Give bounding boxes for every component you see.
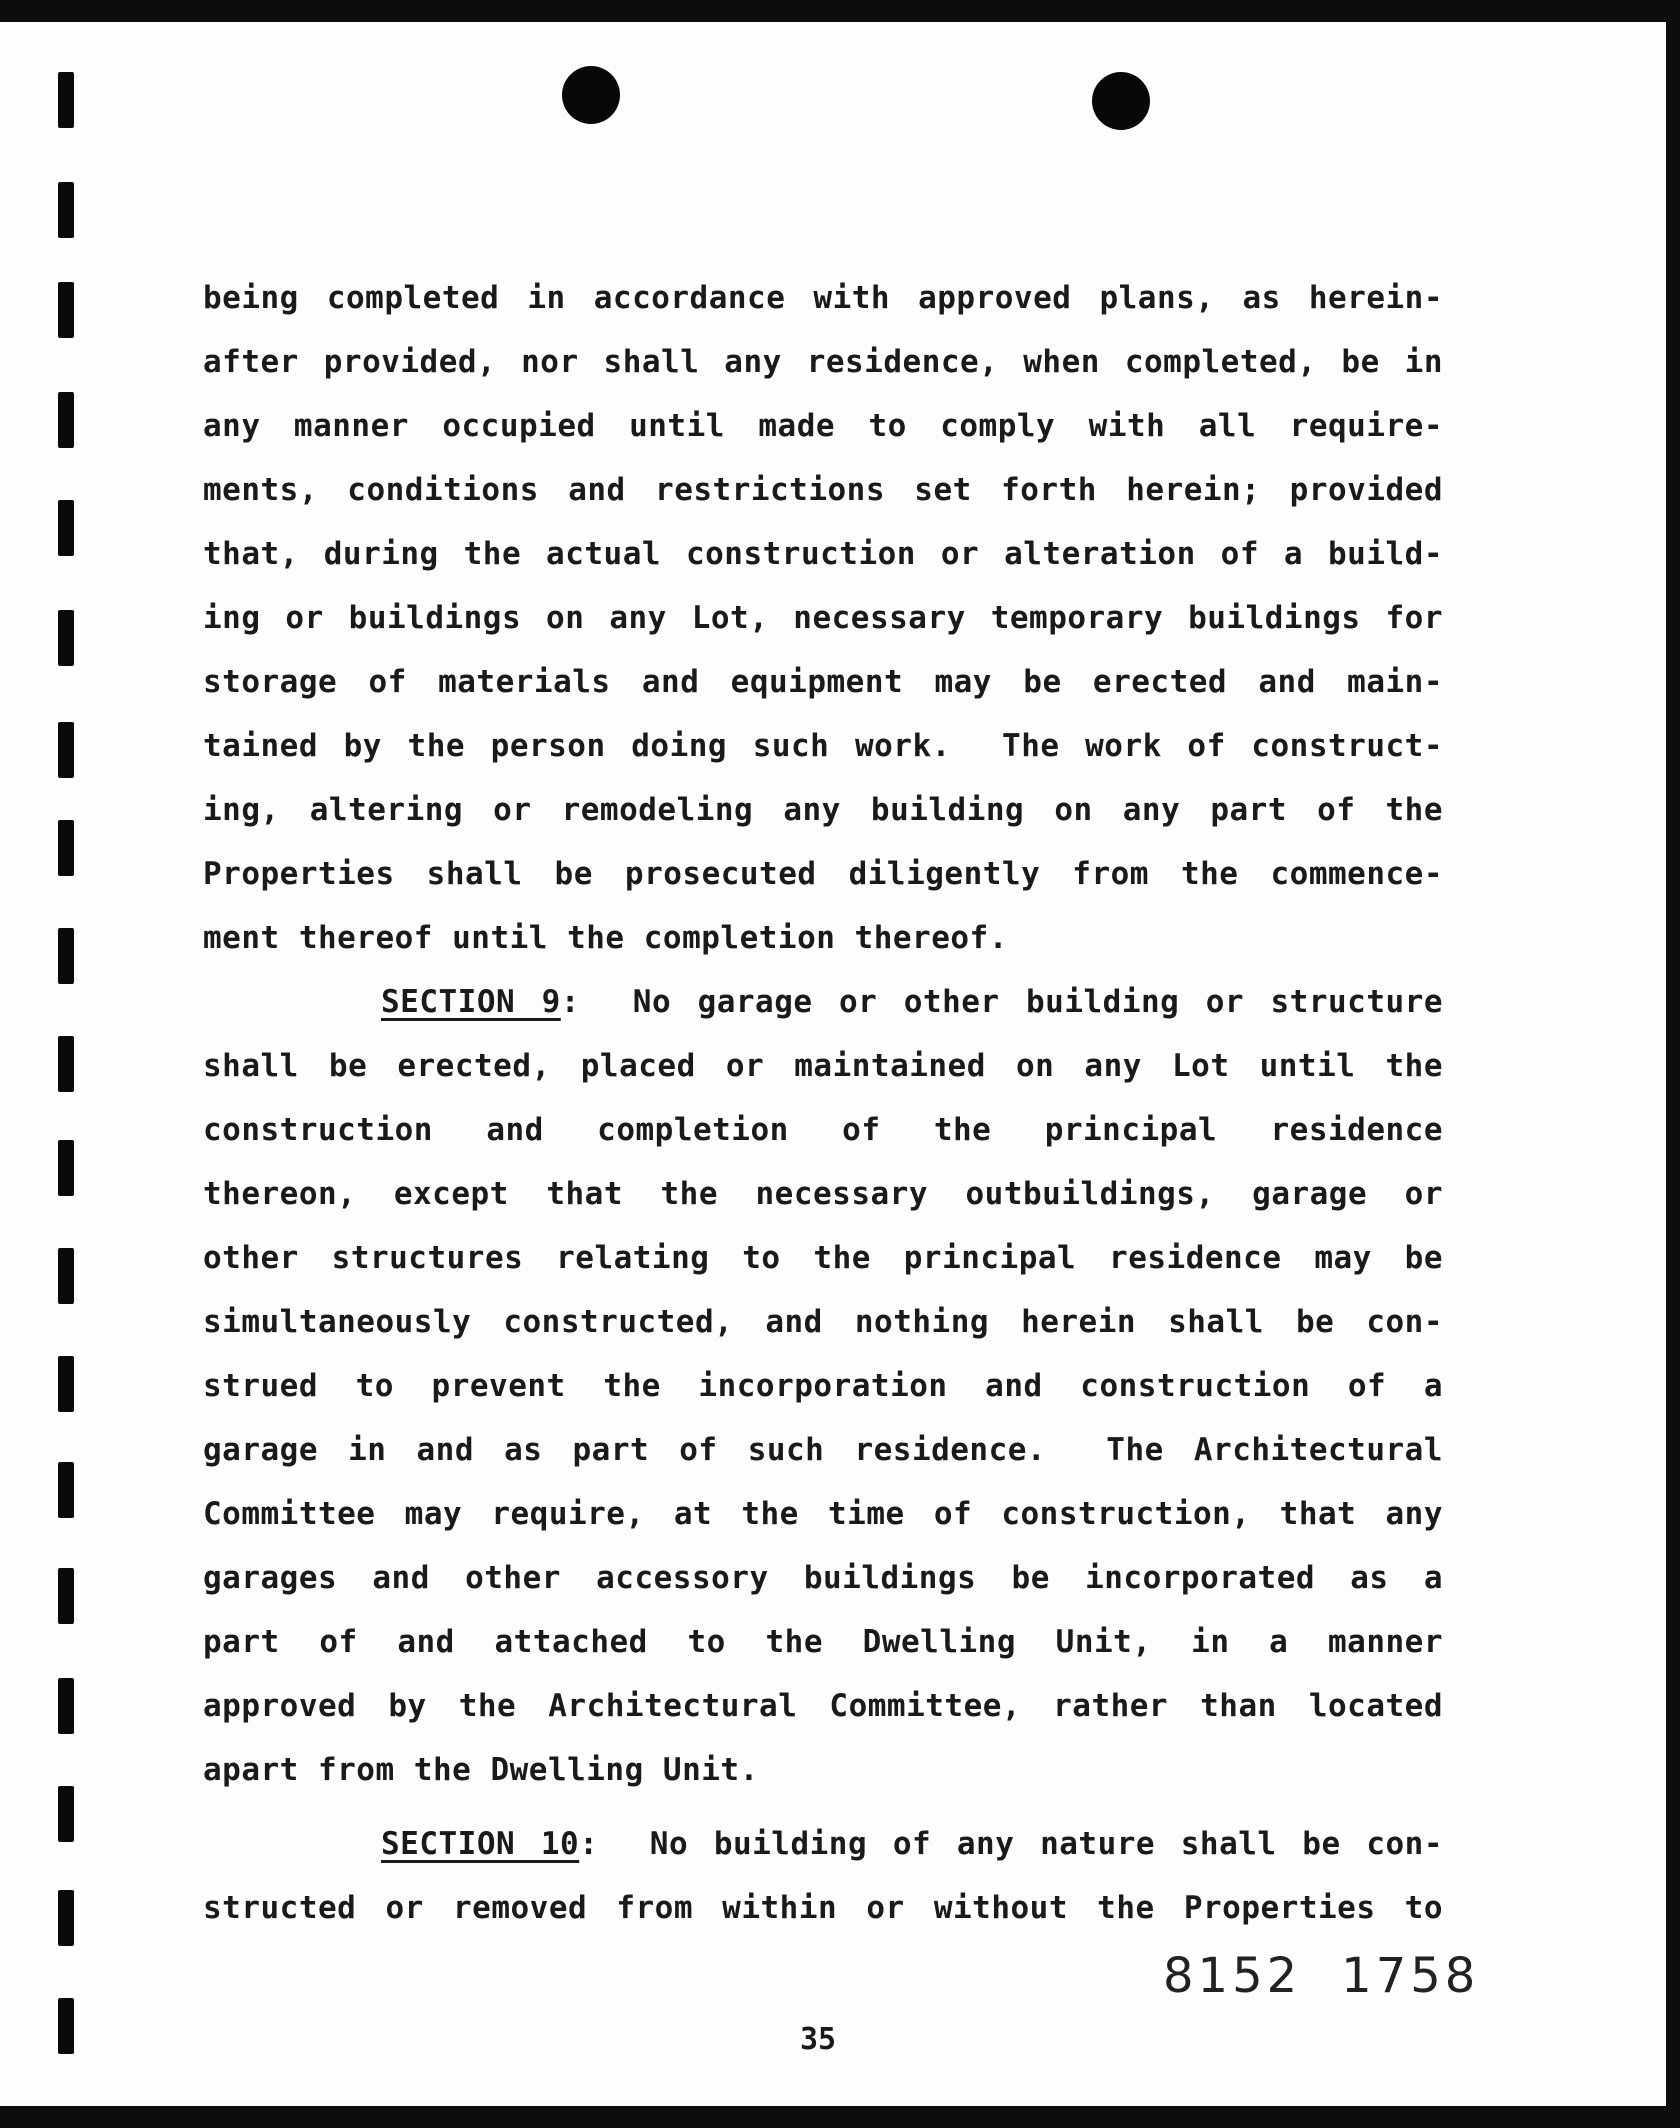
page-number: 35 [800, 2022, 837, 2057]
perforation-mark [58, 1248, 74, 1304]
text-line: thereon, except that the necessary outbuildings, garage or [203, 1176, 1443, 1212]
text-line: part of and attached to the Dwelling Unit, in a manner [203, 1624, 1443, 1660]
text-line: ment thereof until the completion thereof. [203, 920, 1008, 956]
perforation-mark [58, 392, 74, 448]
perforation-mark [58, 1462, 74, 1518]
text-line: storage of materials and equipment may be erected and main- [203, 664, 1443, 700]
text-line: shall be erected, placed or maintained on any Lot until the [203, 1048, 1443, 1084]
perforation-mark [58, 1786, 74, 1842]
perforation-mark [58, 1036, 74, 1092]
book-number: 8152 [1163, 1948, 1302, 2004]
text-line: after provided, nor shall any residence, when completed, be in [203, 344, 1443, 380]
perforation-mark [58, 820, 74, 876]
perforation-mark [58, 722, 74, 778]
binder-hole-left [562, 66, 620, 124]
text-line: garage in and as part of such residence. The Architectural [203, 1432, 1443, 1468]
text-line: tained by the person doing such work. The work of construct- [203, 728, 1443, 764]
section-10-first-line [203, 1812, 1443, 1876]
section-9-first-line [203, 970, 1443, 1034]
binder-hole-right [1092, 72, 1150, 130]
text-line: that, during the actual construction or alteration of a build- [203, 536, 1443, 572]
scan-border-bottom [0, 2106, 1680, 2128]
perforation-mark [58, 282, 74, 338]
paragraph-continuation [203, 266, 1443, 970]
text-line: approved by the Architectural Committee, rather than located [203, 1688, 1443, 1724]
text-line: any manner occupied until made to comply with all require- [203, 408, 1443, 444]
text-line: structed or removed from within or without the Properties to [203, 1890, 1443, 1926]
scan-border-right [1666, 0, 1680, 2128]
perforation-mark [58, 1890, 74, 1946]
text-line: Properties shall be prosecuted diligently from the commence- [203, 856, 1443, 892]
book-page-number: 1758 [1341, 1948, 1480, 2004]
section-10-separator: : [579, 1826, 599, 1862]
perforation-mark [58, 610, 74, 666]
perforation-mark [58, 72, 74, 128]
text-line: Committee may require, at the time of construction, that any [203, 1496, 1443, 1532]
section-9-first-line-text: No garage or other building or structure [579, 984, 1443, 1020]
text-line: apart from the Dwelling Unit. [203, 1752, 759, 1788]
text-line: strued to prevent the incorporation and construction of a [203, 1368, 1443, 1404]
section-10-first-line-text: No building of any nature shall be con- [598, 1826, 1443, 1862]
text-line: ments, conditions and restrictions set forth herein; provided [203, 472, 1443, 508]
perforation-mark [58, 182, 74, 238]
perforation-mark [58, 500, 74, 556]
section-10-heading: SECTION 10 [381, 1826, 580, 1862]
text-line: construction and completion of the principal residence [203, 1112, 1443, 1148]
perforation-mark [58, 1140, 74, 1196]
text-line: ing or buildings on any Lot, necessary temporary buildings for [203, 600, 1443, 636]
perforation-mark [58, 1998, 74, 2054]
perforation-mark [58, 1678, 74, 1734]
text-line: being completed in accordance with approved plans, as herein- [203, 280, 1443, 316]
section-9-heading: SECTION 9 [381, 984, 561, 1020]
text-line: other structures relating to the principal residence may be [203, 1240, 1443, 1276]
perforation-mark [58, 928, 74, 984]
text-line: garages and other accessory buildings be incorporated as a [203, 1560, 1443, 1596]
recording-book-page-reference [1163, 1948, 1479, 2004]
section-9-separator: : [560, 984, 580, 1020]
perforation-mark [58, 1356, 74, 1412]
scan-border-top [0, 0, 1680, 22]
text-line: simultaneously constructed, and nothing herein shall be con- [203, 1304, 1443, 1340]
section-9 [203, 970, 1443, 1802]
perforation-mark [58, 1568, 74, 1624]
text-line: ing, altering or remodeling any building on any part of the [203, 792, 1443, 828]
section-10 [203, 1812, 1443, 1940]
